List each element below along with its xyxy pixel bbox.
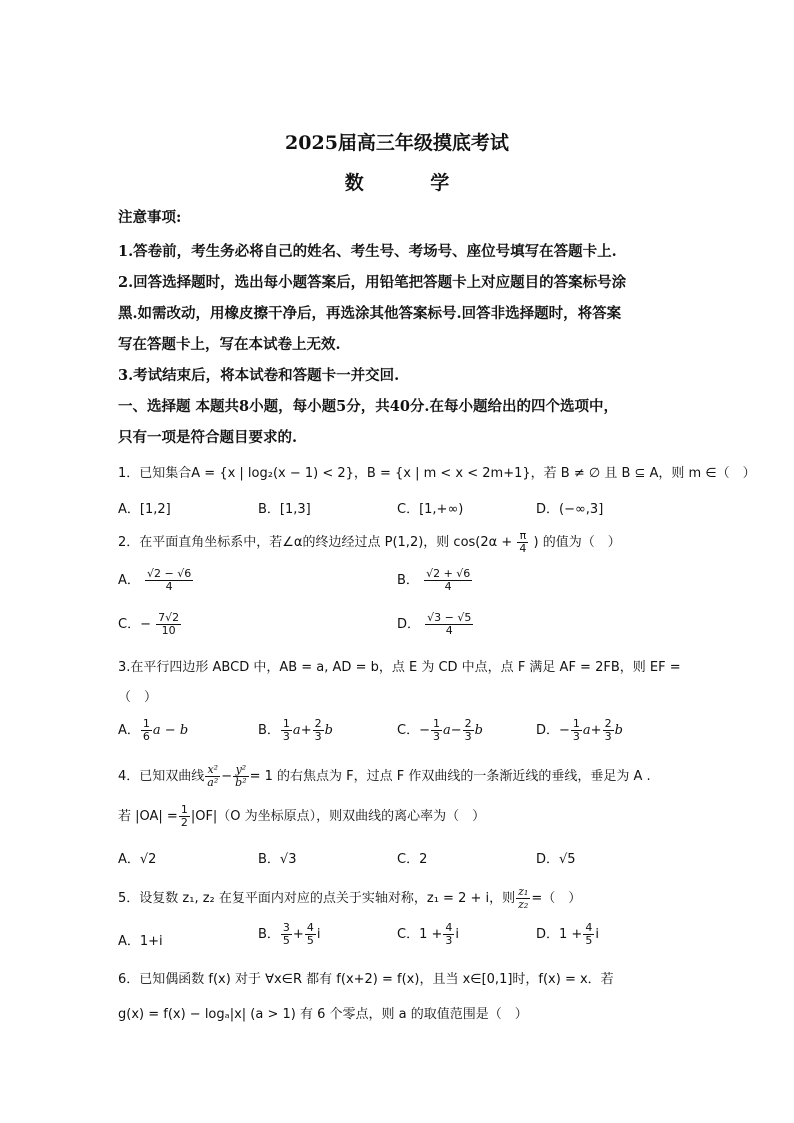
fraction xyxy=(583,922,594,947)
fraction xyxy=(305,922,316,947)
option-b-label: B． xyxy=(258,927,280,942)
denominator: 4 xyxy=(445,624,453,637)
vector-b: b xyxy=(324,723,333,738)
denominator: 3 xyxy=(282,730,290,743)
denominator: 3 xyxy=(432,730,440,743)
option-d-label: D．1 + xyxy=(536,927,583,942)
question-5-option-d xyxy=(536,922,599,947)
denominator: 3 xyxy=(464,730,472,743)
numerator: 7√2 xyxy=(158,611,180,624)
question-4-option-c: C．2 xyxy=(397,852,428,867)
denominator: 2 xyxy=(180,816,188,829)
question-2-stem-end: ) 的值为（ ） xyxy=(533,535,621,550)
section-1-heading-line-2: 只有一项是符合题目要求的. xyxy=(118,429,298,446)
fraction xyxy=(443,922,454,947)
option-c-fraction xyxy=(156,612,181,637)
option-b-label: B． xyxy=(258,723,280,738)
denominator: 3 xyxy=(445,934,453,947)
vector-a: a xyxy=(442,723,451,738)
option-c-label: C．1 + xyxy=(397,927,443,942)
numerator: 2 xyxy=(464,717,472,730)
question-6-line-1: 6．已知偶函数 f(x) 对于 ∀x∈R 都有 f(x+2) = f(x)，且当 x∈[0,1]时，f(x) = x．若 xyxy=(118,972,614,987)
notice-item-2-line-2: 黑.如需改动，用橡皮擦干净后，再选涂其他答案标号.回答非选择题时，将答案 xyxy=(118,305,622,322)
numerator: 4 xyxy=(445,921,453,934)
imaginary-unit: i xyxy=(316,927,321,942)
question-1-stem: 1．已知集合A = {x | log₂(x − 1) < 2}，B = {x | m < x < 2m+1}，若 B ≠ ∅ 且 B ⊆ A，则 m ∈（ ） xyxy=(118,466,756,481)
fraction xyxy=(141,718,152,743)
fraction xyxy=(571,718,582,743)
question-4-option-a: A．√2 xyxy=(118,852,157,867)
numerator: z₁ xyxy=(518,885,529,898)
denominator: 5 xyxy=(585,934,593,947)
fraction xyxy=(313,718,324,743)
numerator: √2 − √6 xyxy=(147,567,192,580)
denominator: a² xyxy=(207,776,219,789)
denominator: 3 xyxy=(572,730,580,743)
numerator: √3 − √5 xyxy=(427,611,472,624)
numerator: 1 xyxy=(180,803,188,816)
denominator: 3 xyxy=(604,730,612,743)
question-3-option-b: B． $\frac{1}{3}$ a+ $\frac{2}{3}$ b xyxy=(258,717,333,743)
question-5-stem-text: 5．设复数 z₁, z₂ 在复平面内对应的点关于实轴对称，z₁ = 2 + i，则 xyxy=(118,891,516,906)
numerator: 2 xyxy=(314,717,322,730)
denominator: 4 xyxy=(165,580,173,593)
numerator: 4 xyxy=(585,921,593,934)
numerator: x² xyxy=(205,764,220,777)
question-1-option-d: D．(−∞,3] xyxy=(536,502,604,517)
z1-over-z2 xyxy=(516,886,530,911)
question-1-option-a: A．[1,2] xyxy=(118,502,171,517)
numerator: 1 xyxy=(142,717,150,730)
question-4-line-2-end: |OF|（O 为坐标原点），则双曲线的离心率为（ ） xyxy=(190,809,486,824)
question-4-line-2-text: 若 |OA| = xyxy=(118,809,178,824)
denominator: 3 xyxy=(314,730,322,743)
question-2-option-a xyxy=(118,568,194,593)
exam-subject: 数 学 xyxy=(344,172,480,194)
denominator: 10 xyxy=(161,624,176,637)
vector-a: a xyxy=(292,723,301,738)
question-3-stem: 3.在平行四边形 ABCD 中，AB = a, AD = b，点 E 为 CD 中点，点 F 满足 AF = 2FB，则 EF = xyxy=(118,660,681,675)
option-b-fraction xyxy=(424,568,472,593)
imaginary-unit: i xyxy=(595,927,599,942)
denominator: 4 xyxy=(444,580,452,593)
question-3-option-c: C．− $\frac{1}{3}$ a− $\frac{2}{3}$ b xyxy=(397,717,483,743)
question-2-stem-text: 2．在平面直角坐标系中，若∠α的终边经过点 P(1,2)，则 cos(2α + xyxy=(118,535,513,550)
notice-heading: 注意事项: xyxy=(118,209,182,226)
numerator: y² xyxy=(233,764,248,777)
question-4-option-d: D．√5 xyxy=(536,852,576,867)
question-2-option-b xyxy=(397,568,473,593)
question-5-option-c xyxy=(397,922,459,947)
question-5-stem-end: =（ ） xyxy=(531,891,582,906)
numerator: 1 xyxy=(572,717,580,730)
question-2-stem xyxy=(118,530,621,555)
fraction xyxy=(603,718,614,743)
question-2-option-c xyxy=(118,612,182,637)
y2-over-b2 xyxy=(233,764,248,789)
question-1-option-c: C．[1,+∞) xyxy=(397,502,464,517)
question-1-option-b: B．[1,3] xyxy=(258,502,311,517)
question-3-option-a xyxy=(118,718,188,743)
notice-item-1: 1.答卷前，考生务必将自己的姓名、考生号、考场号、座位号填写在答题卡上. xyxy=(118,243,617,260)
notice-item-2-line-1: 2.回答选择题时，选出每小题答案后，用铅笔把答题卡上对应题目的答案标号涂 xyxy=(118,274,627,291)
denominator: 6 xyxy=(142,730,150,743)
option-b-label: B． xyxy=(397,573,419,588)
x2-over-a2 xyxy=(205,764,220,789)
pi-symbol: π xyxy=(517,530,528,543)
question-5-option-b xyxy=(258,922,320,947)
vector-a: a xyxy=(582,723,591,738)
option-d-label: D．− xyxy=(536,723,570,738)
question-4-option-b: B．√3 xyxy=(258,852,297,867)
section-1-heading-line-1: 一、选择题 本题共8小题，每小题5分，共40分.在每小题给出的四个选项中， xyxy=(118,398,618,415)
question-3-stem-2: （ ） xyxy=(118,690,158,705)
fraction xyxy=(281,922,292,947)
option-a-label: A． xyxy=(118,573,140,588)
question-4-stem: 4．已知双曲线 $\frac{\text{x²}}{\text{a²}}$ − $\frac{\text{y²}}{\text{b²}}$ = 1 的右焦点为 F，过点 F 作双曲线的一条渐近线的垂线，垂足为 A . xyxy=(118,763,651,789)
numerator: 1 xyxy=(282,717,290,730)
vector-b: b xyxy=(614,723,623,738)
fraction xyxy=(463,718,474,743)
option-d-label: D． xyxy=(397,617,421,632)
question-4-stem-end: = 1 的右焦点为 F，过点 F 作双曲线的一条渐近线的垂线，垂足为 A . xyxy=(249,769,651,784)
denominator: 5 xyxy=(282,934,290,947)
notice-item-2-line-3: 写在答题卡上，写在本试卷上无效. xyxy=(118,336,341,353)
question-6-line-2: g(x) = f(x) − logₐ|x| (a > 1) 有 6 个零点，则 a 的取值范围是（ ） xyxy=(118,1007,528,1022)
four: 4 xyxy=(519,542,527,555)
numerator: 3 xyxy=(282,921,290,934)
exam-title: 2025届高三年级摸底考试 xyxy=(285,132,509,154)
option-a-label: A． xyxy=(118,723,140,738)
option-d-fraction xyxy=(425,612,473,637)
fraction xyxy=(281,718,292,743)
question-5-stem xyxy=(118,886,581,911)
pi-over-four xyxy=(517,530,528,555)
imaginary-unit: i xyxy=(455,927,459,942)
question-5-option-a: A．1+i xyxy=(118,934,163,949)
question-3-option-d: D．− $\frac{1}{3}$ a+ $\frac{2}{3}$ b xyxy=(536,717,623,743)
question-4-stem-text: 4．已知双曲线 xyxy=(118,769,205,784)
option-c-label: C．− xyxy=(397,723,430,738)
plus-sign: + xyxy=(292,927,304,942)
question-4-line-2 xyxy=(118,804,485,829)
option-a-fraction xyxy=(145,568,193,593)
numerator: √2 + √6 xyxy=(426,567,471,580)
denominator: z₂ xyxy=(518,898,529,911)
numerator: 4 xyxy=(306,921,314,934)
option-c-label: C．− xyxy=(118,617,151,632)
fraction xyxy=(431,718,442,743)
question-2-option-d xyxy=(397,612,474,637)
numerator: 2 xyxy=(604,717,612,730)
denominator: 5 xyxy=(306,934,314,947)
one-half xyxy=(179,804,190,829)
numerator: 1 xyxy=(432,717,440,730)
notice-item-3: 3.考试结束后，将本试卷和答题卡一并交回. xyxy=(118,367,400,384)
vector-b: b xyxy=(474,723,483,738)
denominator: b² xyxy=(235,776,247,789)
option-a-expression: a − b xyxy=(152,723,189,738)
